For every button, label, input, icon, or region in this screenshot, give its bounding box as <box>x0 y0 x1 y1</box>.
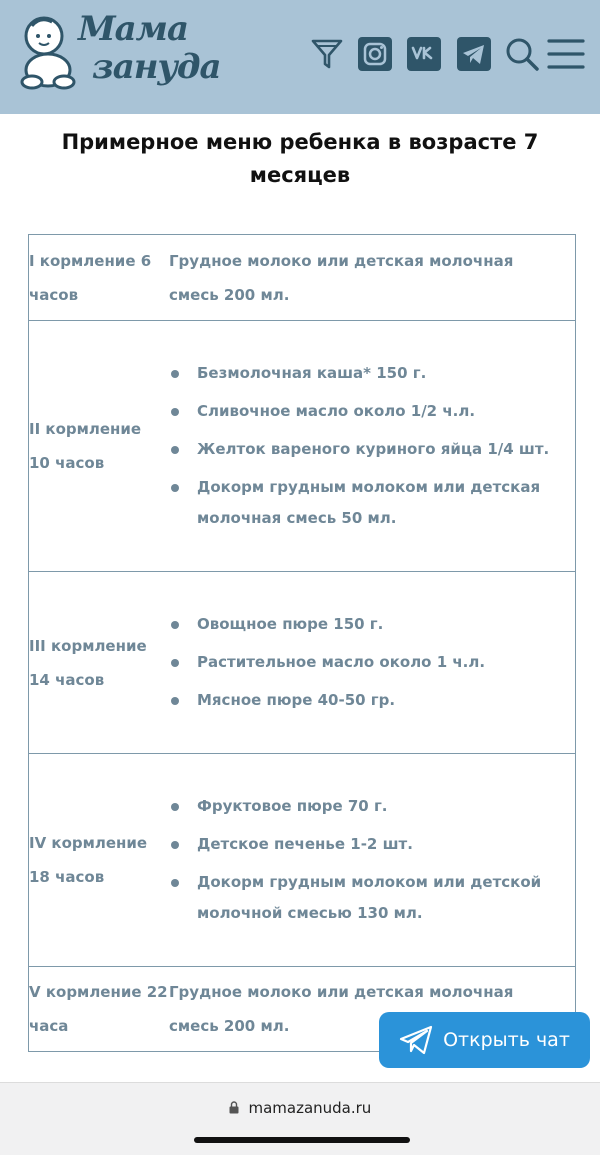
telegram-icon[interactable] <box>454 34 494 74</box>
feeding-content-cell <box>169 351 575 541</box>
feeding-item-list <box>169 358 575 534</box>
page-title: Примерное меню ребенка в возрасте 7 месяцев <box>61 130 539 187</box>
menu-icon[interactable] <box>546 34 586 74</box>
list-item: Мясное пюре 40-50 гр. <box>169 685 575 716</box>
feeding-time-cell: I кормление 6 часов <box>29 251 152 304</box>
url-text: mamazanuda.ru <box>248 1099 372 1117</box>
logo-line-2: зануда <box>92 47 221 87</box>
feeding-item-list <box>169 791 575 929</box>
site-header <box>0 0 600 114</box>
feeding-time-cell: V кормление 22 часа <box>29 983 168 1035</box>
paper-plane-icon <box>399 1025 433 1055</box>
feeding-content-cell: Грудное молоко или детская молочная смесь 200 мл. <box>169 983 514 1035</box>
list-item: Сливочное масло около 1/2 ч.л. <box>169 396 575 427</box>
home-indicator[interactable] <box>194 1137 410 1143</box>
feeding-item-list <box>169 609 575 716</box>
table-row <box>29 754 575 967</box>
list-item: Желток вареного куриного яйца 1/4 шт. <box>169 434 575 465</box>
list-item: Овощное пюре 150 г. <box>169 609 575 640</box>
feeding-time-cell: IV кормление 18 часов <box>29 834 148 886</box>
list-item: Фруктовое пюре 70 г. <box>169 791 575 822</box>
browser-bottom-bar <box>0 1082 600 1155</box>
table-row <box>29 235 575 321</box>
list-item: Растительное масло около 1 ч.л. <box>169 647 575 678</box>
logo-line-1: Мама <box>78 9 189 49</box>
lock-icon <box>229 1101 239 1114</box>
feeding-content-cell <box>169 602 575 723</box>
table-row <box>29 321 575 572</box>
open-chat-label: Открыть чат <box>443 1029 570 1051</box>
list-item: Безмолочная каша* 150 г. <box>169 358 575 389</box>
open-chat-button[interactable] <box>379 1012 590 1068</box>
feeding-time-cell: II кормление 10 часов <box>29 420 142 472</box>
feeding-content-cell <box>169 784 575 936</box>
feeding-content-cell: Грудное молоко или детская молочная смесь 200 мл. <box>169 251 514 304</box>
feeding-time-cell: III кормление 14 часов <box>29 636 147 689</box>
vk-icon[interactable] <box>404 34 444 74</box>
logo-wordmark <box>78 10 228 86</box>
list-item: Докорм грудным молоком или детской молочной смесью 130 мл. <box>169 867 575 929</box>
feeding-menu-table <box>28 234 576 1052</box>
site-logo[interactable] <box>18 9 221 100</box>
table-row <box>29 572 575 754</box>
filter-icon[interactable] <box>307 34 347 74</box>
address-bar[interactable] <box>0 1099 600 1117</box>
list-item: Докорм грудным молоком или детская молочная смесь 50 мл. <box>169 472 575 534</box>
baby-logo-icon <box>18 12 82 92</box>
search-icon[interactable] <box>502 34 542 74</box>
list-item: Детское печенье 1-2 шт. <box>169 829 575 860</box>
instagram-icon[interactable] <box>355 34 395 74</box>
